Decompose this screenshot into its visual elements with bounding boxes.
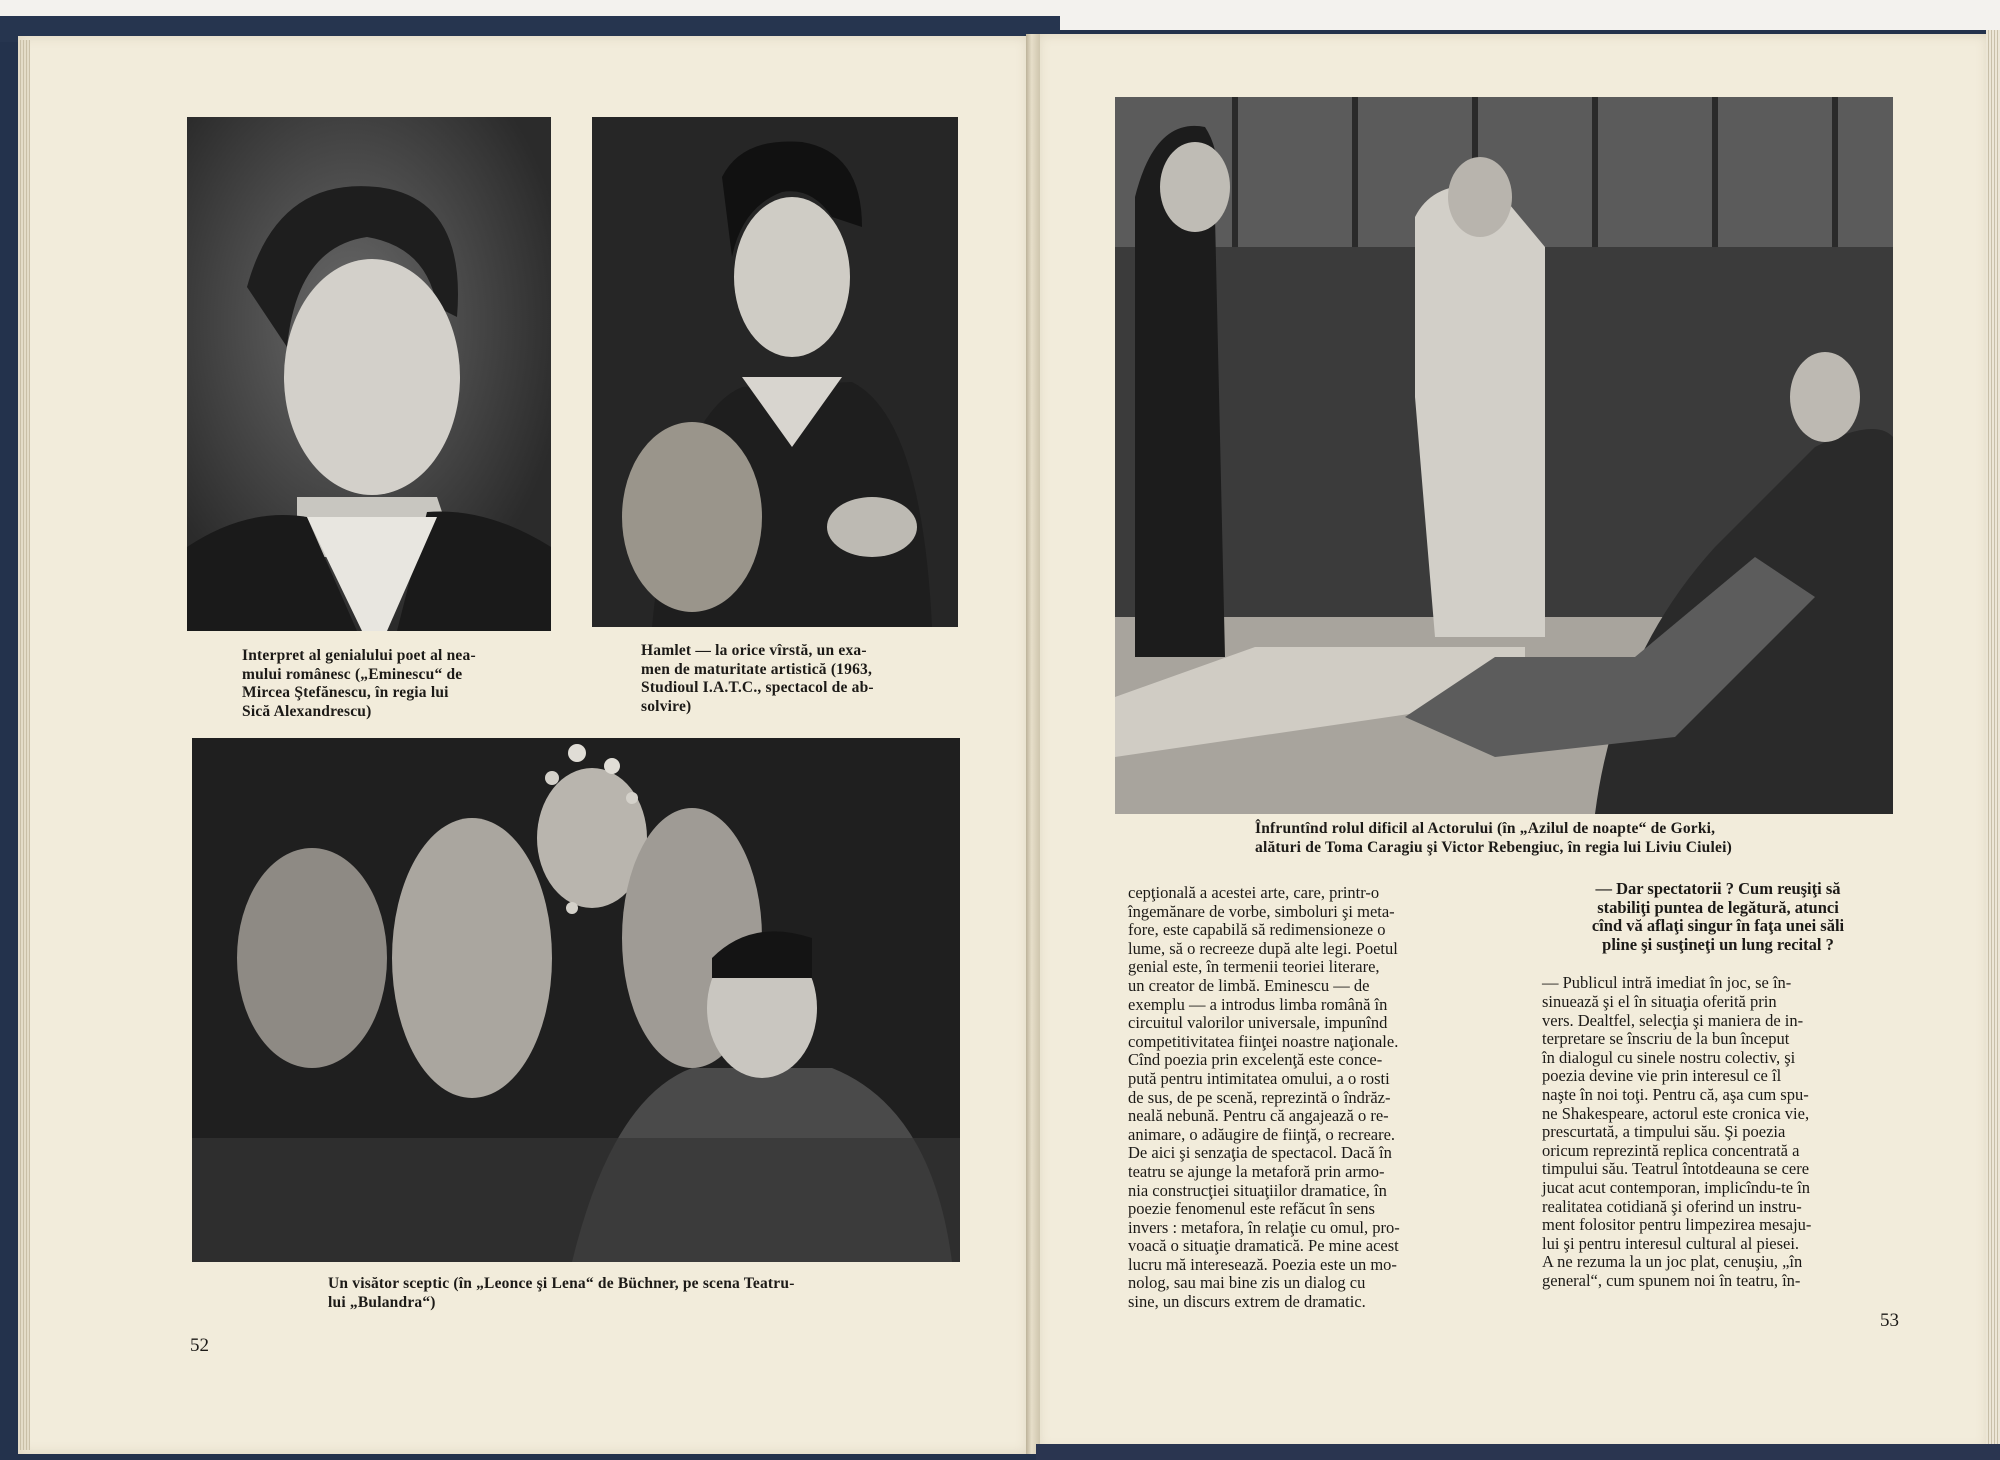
left-page-edges: [18, 40, 30, 1450]
interview-question: — Dar spectatorii ? Cum reuşiţi să stabiliţi puntea de legătură, atunci cînd vă aflaţi singur în faţa unei săli pline şi susţineţi un lung recital ?: [1591, 879, 1845, 954]
photo-leonce-si-lena: [192, 738, 960, 1262]
caption-leonce-si-lena: Un visător sceptic (în „Leonce şi Lena“ de Büchner, pe scena Teatru- lui „Bulandra“): [328, 1275, 795, 1311]
body-paragraph-2: — Publicul intră imediat în joc, se în- sinuează şi el în situaţia oferită prin vers. Dealtfel, selecţia şi maniera de in- terpretare se înscriu de la bun început în dialogul cu sinele nostru colectiv, şi poezia devine vie prin interesul ce îl naşte în noi toţi. Pentru că, aşa cum spu- ne Shakespeare, actorul este cronica vie, prescurtată, a timpului său. Şi poezia oricum reprezintă replica concentrată a timpului său. Teatrul întotdeauna se cere jucat acut contemporan, implicîndu-te în realitatea cotidiană şi oferind un instru- ment folositor pentru limpezirea mesaju- lui şi pentru interesul cultural al piesei. A ne rezuma la un joc plat, cenuşiu, „în general“, cum spunem noi în teatru, în-: [1542, 973, 1812, 1290]
page-number-left: 52: [190, 1335, 209, 1356]
photo-azilul-de-noapte: [1115, 97, 1893, 814]
right-page-edges: [1986, 30, 2000, 1460]
book-cover-bottom: [1036, 1444, 2000, 1460]
caption-hamlet: Hamlet — la orice vîrstă, un exa- men de maturitate artistică (1963, Studioul I.A.T.C., spectacol de ab- solvire): [641, 642, 874, 715]
body-paragraph-1: cepţională a acestei arte, care, printr-o îngemănare de vorbe, simboluri şi meta- fore, este capabilă să redimensioneze o lume, să o recreeze după alte legi. Poetul genial este, în termenii teoriei literare, un creator de limbă. Eminescu — de exemplu — a introdus limba română în circuitul valorilor universale, impunînd competitivitatea fiinţei noastre naţionale. Cînd poezia prin excelenţă este conce- pută pentru intimitatea omului, a o rosti de sus, de pe scenă, reprezintă o îndrăz- neală nebună. Pentru că angajează o re- animare, o adăugire de fiinţă, o recreare. De aici şi senzaţia de spectacol. Dacă în teatru se ajunge la metaforă prin armo- nia construcţiei situaţiilor dramatice, în poezie fenomenul este refăcut în sens invers : metafora, în relaţie cu omul, pro- voacă o situaţie dramatică. Pe mine acest lucru mă interesează. Poezia este un mo- nolog, sau mai bine zis un dialog cu sine, un discurs extrem de dramatic.: [1128, 883, 1400, 1312]
text-column-right: [1542, 880, 1894, 1290]
caption-portrait: Interpret al genialului poet al nea- mului românesc („Eminescu“ de Mircea Ştefănescu, în regia lui Sică Alexandrescu): [242, 647, 476, 720]
page-number-right: 53: [1880, 1310, 1899, 1331]
caption-azilul-de-noapte: Înfruntînd rolul dificil al Actorului (în „Azilul de noapte“ de Gorki, alături de Toma Caragiu şi Victor Rebengiuc, în regia lui Liviu Ciulei): [1255, 820, 1732, 856]
photo-hamlet: [592, 117, 958, 627]
text-column-left: [1128, 884, 1504, 1312]
photo-portrait: [187, 117, 551, 631]
book-gutter: [1026, 34, 1040, 1454]
